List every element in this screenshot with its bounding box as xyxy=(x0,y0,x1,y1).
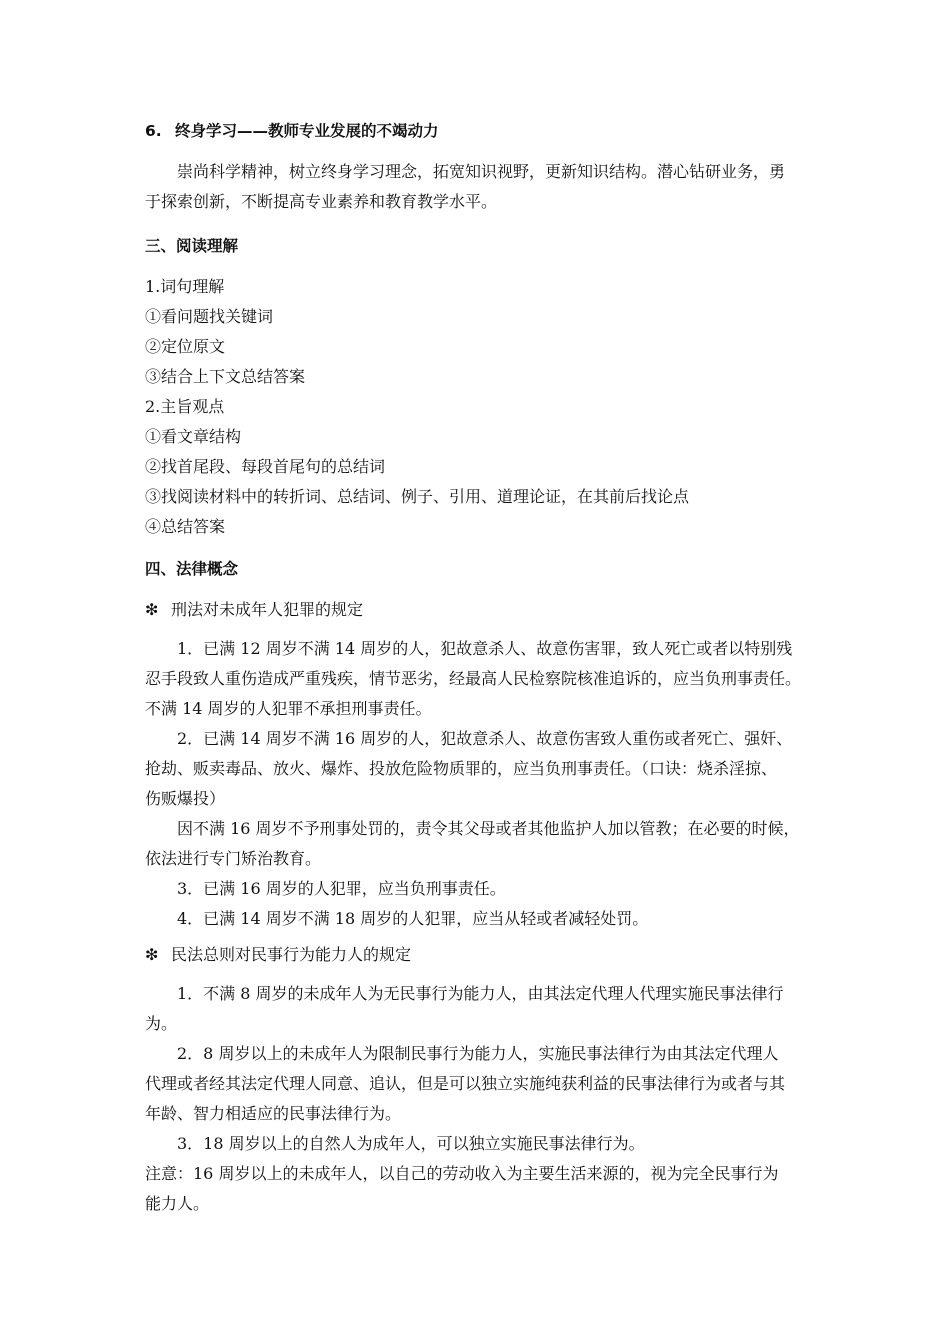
paragraph-line: 4．已满 14 周岁不满 18 周岁的人犯罪，应当从轻或者减轻处罚。 xyxy=(177,909,649,928)
section-3-heading: 三、阅读理解 xyxy=(145,237,239,255)
paragraph-line: 3．18 周岁以上的自然人为成年人，可以独立实施民事法律行为。 xyxy=(177,1134,645,1153)
paragraph-line: 2．8 周岁以上的未成年人为限制民事行为能力人，实施民事法律行为由其法定代理人 xyxy=(177,1044,779,1063)
section-6-heading xyxy=(145,121,439,141)
paragraph-line: 3．已满 16 周岁的人犯罪，应当负刑事责任。 xyxy=(177,879,506,898)
list-item: ①看文章结构 xyxy=(145,427,242,446)
paragraph-line: 因不满 16 周岁不予刑事处罚的，责令其父母或者其他监护人加以管教；在必要的时候， xyxy=(177,819,800,838)
list-item: ④总结答案 xyxy=(145,517,226,536)
list-item: ①看问题找关键词 xyxy=(145,307,274,326)
heading-text: 终身学习——教师专业发展的不竭动力 xyxy=(175,122,439,140)
civil-law-title xyxy=(145,945,411,965)
subsection-title: 刑法对未成年人犯罪的规定 xyxy=(171,600,364,619)
list-item: 2.主旨观点 xyxy=(145,397,225,416)
paragraph-line: 1．已满 12 周岁不满 14 周岁的人，犯故意杀人、故意伤害罪，致人死亡或者以特别残 xyxy=(177,639,793,658)
asterisk-bullet-icon: ❇ xyxy=(145,600,159,619)
note-line: 注意：16 周岁以上的未成年人，以自己的劳动收入为主要生活来源的，视为完全民事行为 xyxy=(145,1164,779,1183)
asterisk-bullet-icon: ❇ xyxy=(145,945,159,964)
paragraph-line: 伤贩爆投） xyxy=(145,789,226,808)
heading-number: 6. xyxy=(145,122,162,140)
paragraph-line: 年龄、智力相适应的民事法律行为。 xyxy=(145,1104,402,1123)
section-4-heading: 四、法律概念 xyxy=(145,560,239,578)
subsection-title: 民法总则对民事行为能力人的规定 xyxy=(171,945,412,964)
paragraph-line: 依法进行专门矫治教育。 xyxy=(145,849,322,868)
paragraph-line: 忍手段致人重伤造成严重残疾，情节恶劣，经最高人民检察院核准追诉的，应当负刑事责任。 xyxy=(145,669,802,688)
note-line: 能力人。 xyxy=(145,1194,210,1213)
list-item: ②定位原文 xyxy=(145,337,226,356)
list-item: ③结合上下文总结答案 xyxy=(145,367,306,386)
paragraph-line: 1．不满 8 周岁的未成年人为无民事行为能力人，由其法定代理人代理实施民事法律行 xyxy=(177,984,784,1003)
paragraph-line: 代理或者经其法定代理人同意、追认，但是可以独立实施纯获利益的民事法律行为或者与其 xyxy=(145,1074,786,1093)
paragraph-line: 2．已满 14 周岁不满 16 周岁的人，犯故意杀人、故意伤害致人重伤或者死亡、强奸、 xyxy=(177,729,793,748)
paragraph-line: 崇尚科学精神，树立终身学习理念，拓宽知识视野，更新知识结构。潜心钻研业务，勇 xyxy=(177,162,786,181)
criminal-law-title xyxy=(145,600,363,620)
paragraph-line: 为。 xyxy=(145,1014,178,1033)
list-item: ②找首尾段、每段首尾句的总结词 xyxy=(145,457,386,476)
list-item: 1.词句理解 xyxy=(145,277,225,296)
list-item: ③找阅读材料中的转折词、总结词、例子、引用、道理论证，在其前后找论点 xyxy=(145,487,690,506)
paragraph-line: 于探索创新，不断提高专业素养和教育教学水平。 xyxy=(145,192,498,211)
paragraph-line: 不满 14 周岁的人犯罪不承担刑事责任。 xyxy=(145,699,432,718)
paragraph-line: 抢劫、贩卖毒品、放火、爆炸、投放危险物质罪的，应当负刑事责任。（口诀：烧杀淫掠、 xyxy=(145,759,778,778)
